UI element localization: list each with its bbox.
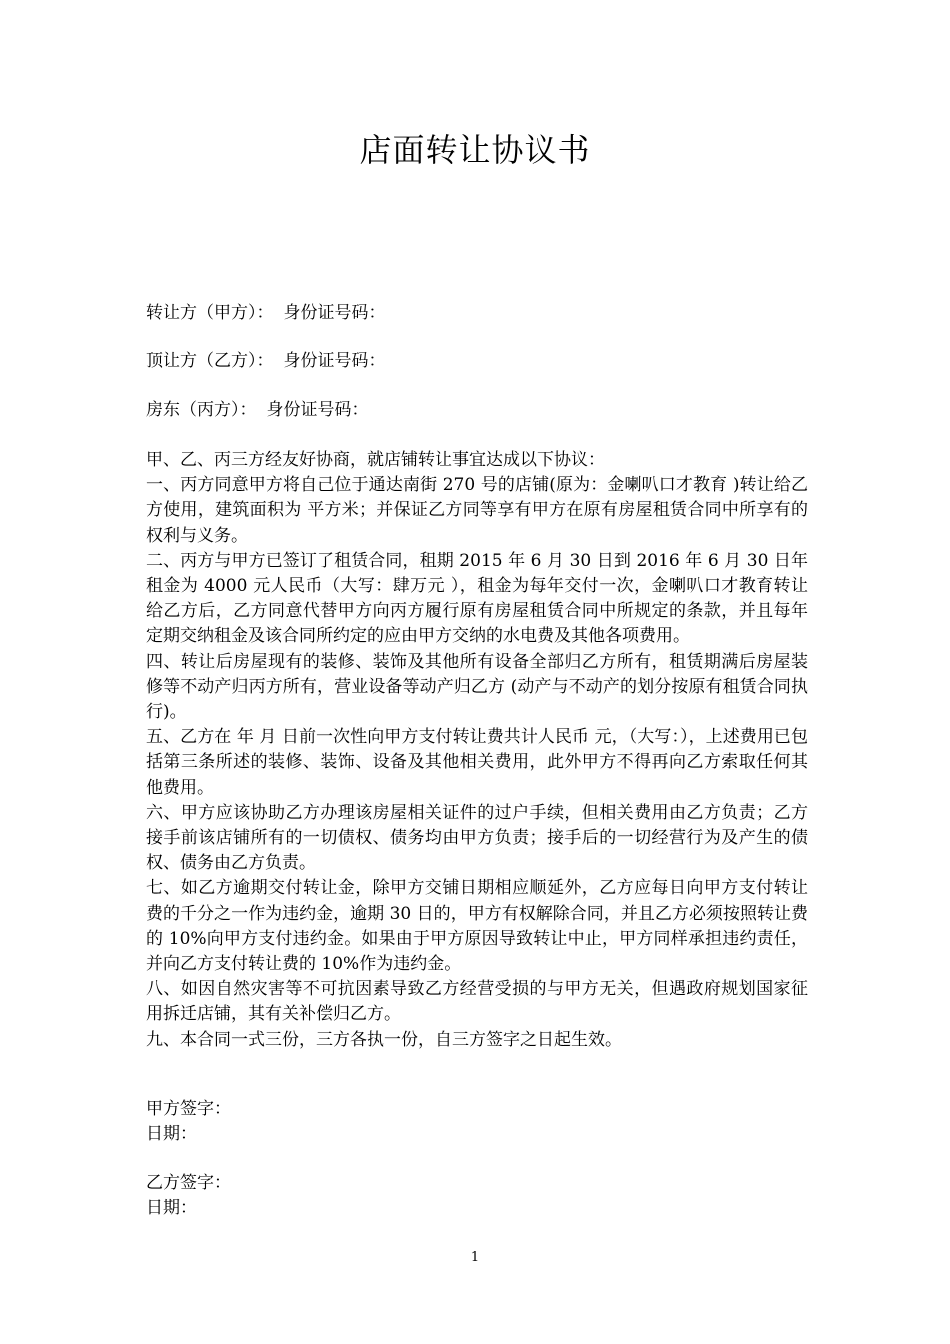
clause-7: 七、如乙方逾期交付转让金，除甲方交铺日期相应顺延外，乙方应每日向甲方支付转让费的千分之一作为违约金，逾期 30 日的，甲方有权解除合同，并且乙方必须按照转让费的 10%向甲方支付违约金。如果由于甲方原因导致转让中止，甲方同样承担违约责任，并向乙方支付转让费的 10%作为违约金。 [146,878,808,975]
party-a-line [146,301,386,325]
party-c-id-label: 身份证号码： [266,400,369,420]
party-c-line [146,398,369,422]
agreement-body [146,448,808,1053]
party-a-role: 转让方（甲方）： [146,303,274,323]
party-a-id-label: 身份证号码： [283,303,386,323]
document-title: 店面转让协议书 [359,131,591,169]
clause-4: 四、转让后房屋现有的装修、装饰及其他所有设备全部归乙方所有，租赁期满后房屋装修等不动产归丙方所有，营业设备等动产归乙方 (动产与不动产的划分按原有租赁合同执行)。 [146,651,808,723]
party-a-signature-block [146,1097,231,1147]
intro-paragraph: 甲、乙、丙三方经友好协商，就店铺转让事宜达成以下协议： [146,450,605,470]
clause-5: 五、乙方在 年 月 日前一次性向甲方支付转让费共计人民币 元，（大写：），上述费用已包括第三条所述的装修、装饰、设备及其他相关费用，此外甲方不得再向乙方索取任何其他费用。 [146,727,808,798]
clause-1: 一、丙方同意甲方将自己位于通达南街 270 号的店铺(原为：金喇叭口才教育 )转让给乙方使用，建筑面积为 平方米；并保证乙方同等享有甲方在原有房屋租赁合同中所享有的权利与义务。 [146,475,808,546]
party-b-date-label: 日期： [146,1198,197,1218]
party-b-id-label: 身份证号码： [283,351,386,371]
clause-8: 八、如因自然灾害等不可抗因素导致乙方经营受损的与甲方无关，但遇政府规划国家征用拆迁店铺，其有关补偿归乙方。 [146,979,808,1025]
party-b-role: 顶让方（乙方）： [146,351,274,371]
party-b-signature-block [146,1171,231,1221]
page-number: 1 [470,1250,480,1265]
party-a-sign-label: 甲方签字： [146,1099,231,1119]
clause-2: 二、丙方与甲方已签订了租赁合同，租期 2015 年 6 月 30 日到 2016 年 6 月 30 日年租金为 4000 元人民币（大写：肆万元 ），租金为每年交付一次，金喇叭口才教育转让给乙方后，乙方同意代替甲方向丙方履行原有房屋租赁合同中所规定的条款，并且每年定期交纳租金及该合同所约定的应由甲方交纳的水电费及其他各项费用。 [146,550,808,647]
party-a-date-label: 日期： [146,1124,197,1144]
party-b-sign-label: 乙方签字： [146,1173,231,1193]
clause-9: 九、本合同一式三份，三方各执一份，自三方签字之日起生效。 [146,1029,622,1050]
clause-6: 六、甲方应该协助乙方办理该房屋相关证件的过户手续，但相关费用由乙方负责；乙方接手前该店铺所有的一切债权、债务均由甲方负责；接手后的一切经营行为及产生的债权、债务由乙方负责。 [146,802,808,874]
party-b-line [146,349,386,373]
party-c-role: 房东（丙方）： [146,400,257,420]
